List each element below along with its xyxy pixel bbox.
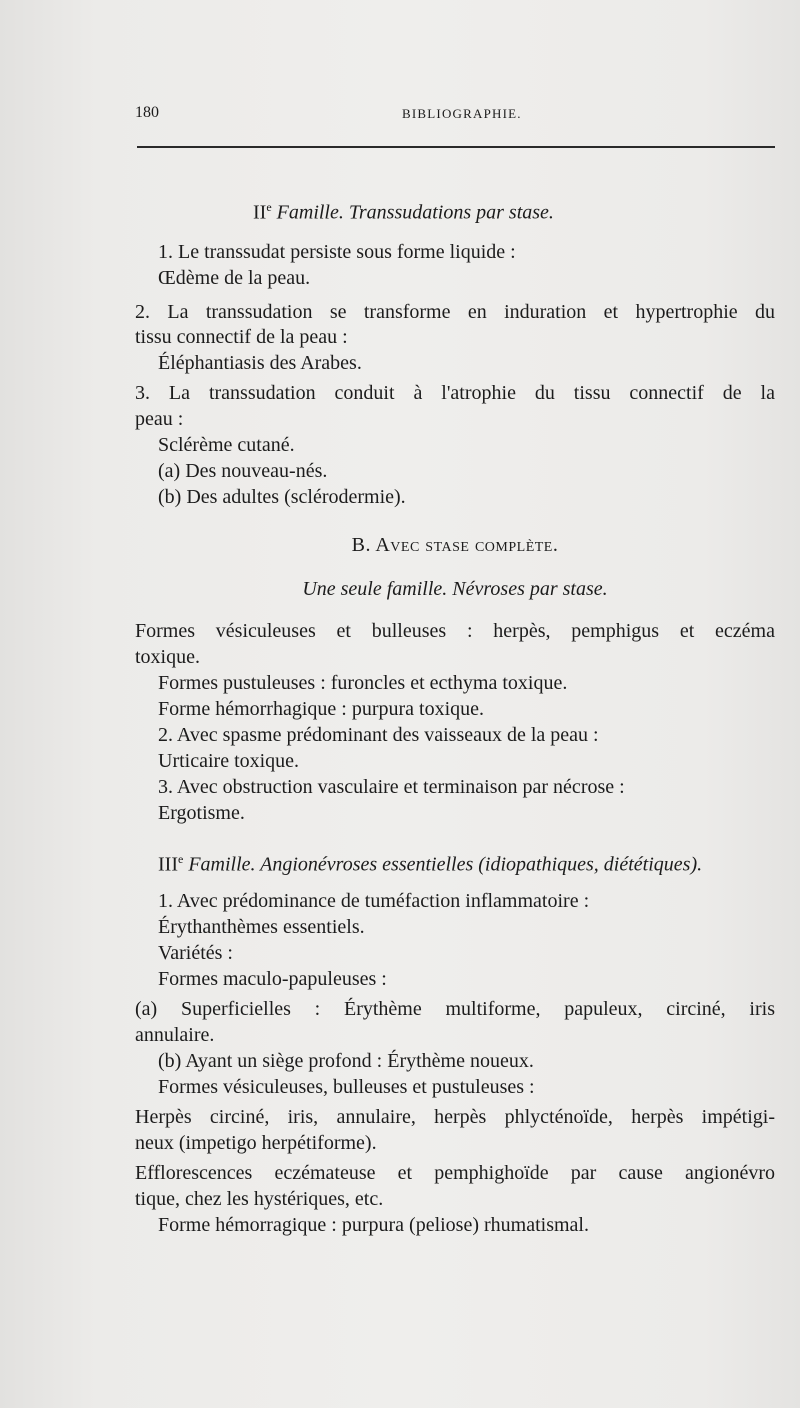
s2-line-1: 1. Le transsudat persiste sous forme liquide :: [158, 241, 516, 263]
s3-line-4: Formes maculo-papuleuses :: [158, 968, 387, 990]
sb-line-1: Formes vésiculeuses et bulleuses : herpès, pemphigus et eczéma: [135, 620, 775, 642]
section-2-title: [253, 195, 554, 225]
s3-line-6: annulaire.: [135, 1024, 215, 1046]
header-rule: [137, 146, 775, 148]
s2-line-8: Sclérème cutané.: [158, 434, 295, 456]
section-3-sup: e: [177, 852, 184, 866]
section-2-numeral: II: [253, 201, 267, 224]
sb-line-7: 3. Avec obstruction vasculaire et terminaison par nécrose :: [158, 776, 625, 798]
s2-line-4: tissu connectif de la peau :: [135, 326, 348, 348]
s3-line-2: Érythanthèmes essentiels.: [158, 916, 365, 938]
s3-line-5: (a) Superficielles : Érythème multiforme, papuleux, circiné, iris: [135, 998, 775, 1020]
s3-line-9: Herpès circiné, iris, annulaire, herpès phlycténoïde, herpès impétigi-: [135, 1106, 775, 1128]
s2-line-6: 3. La transsudation conduit à l'atrophie du tissu connectif de la: [135, 382, 775, 404]
s3-line-10: neux (impetigo herpétiforme).: [135, 1132, 377, 1154]
page-header: [135, 104, 775, 128]
section-3-numeral: III: [158, 853, 178, 876]
sb-line-3: Formes pustuleuses : furoncles et ecthyma toxique.: [158, 672, 568, 694]
s3-line-12: tique, chez les hystériques, etc.: [135, 1188, 384, 1210]
s2-line-10: (b) Des adultes (sclérodermie).: [158, 486, 406, 508]
section-b-subheading: Une seule famille. Névroses par stase.: [302, 578, 608, 600]
s2-line-7: peau :: [135, 408, 184, 430]
section-b-heading: B. Avec stase complète.: [351, 534, 559, 556]
sb-line-2: toxique.: [135, 646, 200, 668]
s2-line-5: Éléphantiasis des Arabes.: [158, 352, 362, 374]
running-head: BIBLIOGRAPHIE.: [402, 106, 522, 121]
sb-line-5: 2. Avec spasme prédominant des vaisseaux de la peau :: [158, 724, 599, 746]
page-number: 180: [135, 104, 159, 121]
section-3-title: [158, 847, 702, 877]
s3-line-1: 1. Avec prédominance de tuméfaction inflammatoire :: [158, 890, 590, 912]
s3-line-13: Forme hémorragique : purpura (peliose) rhumatismal.: [158, 1214, 589, 1236]
s2-line-2: Œdème de la peau.: [158, 267, 311, 289]
section-2-title-text: Famille. Transsudations par stase.: [276, 201, 554, 224]
s3-line-3: Variétés :: [158, 942, 233, 964]
s3-line-8: Formes vésiculeuses, bulleuses et pustuleuses :: [158, 1076, 535, 1098]
sb-line-8: Ergotisme.: [158, 802, 245, 824]
sb-line-4: Forme hémorrhagique : purpura toxique.: [158, 698, 485, 720]
s2-line-9: (a) Des nouveau-nés.: [158, 460, 328, 482]
sb-line-6: Urticaire toxique.: [158, 750, 300, 772]
section-2-sup: e: [266, 200, 272, 214]
s2-line-3: 2. La transsudation se transforme en induration et hypertrophie du: [135, 301, 775, 323]
s3-line-11: Efflorescences eczémateuse et pemphighoïde par cause angionévro: [135, 1162, 775, 1184]
s3-line-7: (b) Ayant un siège profond : Érythème noueux.: [158, 1050, 534, 1072]
section-3-title-text: Famille. Angionévroses essentielles (idiopathiques, diététiques).: [188, 853, 703, 876]
